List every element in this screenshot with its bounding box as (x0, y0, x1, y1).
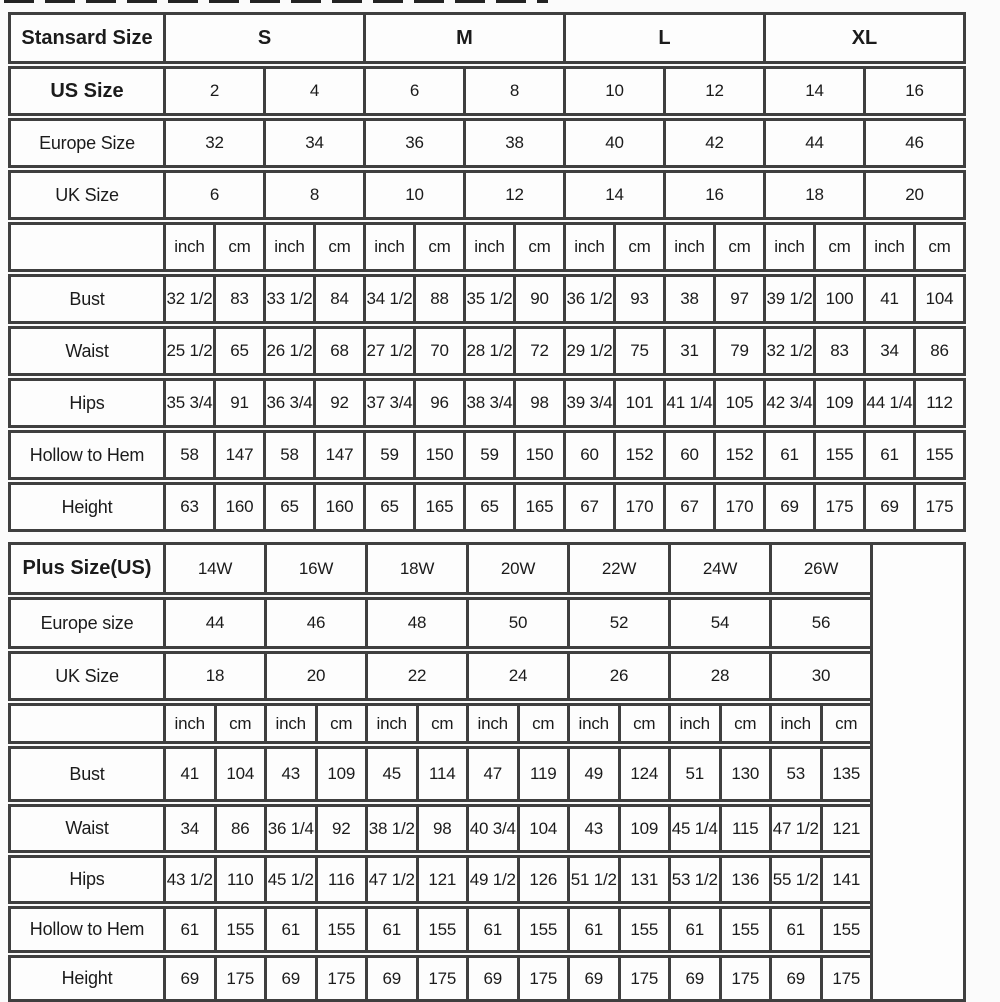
unit-cell: cm (517, 706, 568, 741)
value-cell: 155 (416, 909, 467, 950)
row-label-cell: US Size (50, 79, 124, 102)
unit-cell: inch (264, 706, 315, 741)
value-cell: 65 (263, 485, 313, 529)
value-cell: 155 (813, 433, 863, 477)
value-cell: 83 (813, 329, 863, 373)
row-label-cell: Europe Size (39, 132, 135, 153)
value-cell: 45 (365, 749, 416, 799)
value-cell: 69 (466, 958, 517, 999)
value-cell: 45 1/4 (668, 807, 719, 850)
size-header-cell: S (163, 15, 363, 61)
value-cell: 44 (163, 600, 264, 646)
row-label-cell: Height (61, 968, 113, 988)
unit-cell: inch (463, 225, 513, 269)
row-label-cell: Height (61, 496, 113, 517)
value-cell: 63 (163, 485, 213, 529)
value-cell: 86 (214, 807, 265, 850)
value-cell: 65 (213, 329, 263, 373)
value-cell: 98 (513, 381, 563, 425)
value-cell: 110 (214, 858, 265, 901)
unit-cell: cm (813, 225, 863, 269)
value-cell: 60 (563, 433, 613, 477)
hips-row (8, 855, 873, 904)
value-cell: 39 3/4 (563, 381, 613, 425)
value-cell: 6 (163, 173, 263, 217)
value-cell: 155 (214, 909, 265, 950)
value-cell: 38 1/2 (365, 807, 416, 850)
value-cell: 83 (213, 277, 263, 321)
value-cell: 16 (863, 69, 963, 113)
size-header-cell: M (363, 15, 563, 61)
value-cell: 96 (413, 381, 463, 425)
value-cell: 59 (363, 433, 413, 477)
value-cell: 33 1/2 (263, 277, 313, 321)
value-cell: 155 (618, 909, 669, 950)
plus-size-table (8, 542, 873, 1002)
value-cell: 61 (163, 909, 214, 950)
value-cell: 16 (663, 173, 763, 217)
value-cell: 155 (517, 909, 568, 950)
value-cell: 86 (913, 329, 963, 373)
value-cell: 104 (913, 277, 963, 321)
value-cell: 92 (313, 381, 363, 425)
size-header-cell: XL (763, 15, 963, 61)
europe-size-row (8, 597, 873, 649)
value-cell: 165 (413, 485, 463, 529)
value-cell: 12 (463, 173, 563, 217)
value-cell: 170 (713, 485, 763, 529)
value-cell: 160 (213, 485, 263, 529)
value-cell: 69 (769, 958, 820, 999)
value-cell: 69 (668, 958, 719, 999)
value-cell: 175 (315, 958, 366, 999)
value-cell: 25 1/2 (163, 329, 213, 373)
value-cell: 53 (769, 749, 820, 799)
empty-column-cell (870, 542, 966, 1002)
value-cell: 20 (264, 654, 365, 698)
value-cell: 6 (363, 69, 463, 113)
value-cell: 41 (163, 749, 214, 799)
row-label-cell: Waist (65, 818, 109, 838)
value-cell: 124 (618, 749, 669, 799)
value-cell: 58 (163, 433, 213, 477)
unit-cell: cm (213, 225, 263, 269)
value-cell: 35 3/4 (163, 381, 213, 425)
value-cell: 34 (163, 807, 214, 850)
hollow-to-hem-row (8, 906, 873, 953)
value-cell: 150 (413, 433, 463, 477)
unit-cell: cm (913, 225, 963, 269)
value-cell: 100 (813, 277, 863, 321)
value-cell: 155 (315, 909, 366, 950)
unit-cell: cm (820, 706, 871, 741)
bust-row (8, 746, 873, 802)
value-cell: 28 (668, 654, 769, 698)
value-cell: 165 (513, 485, 563, 529)
hips-row (8, 378, 966, 428)
value-cell: 35 1/2 (463, 277, 513, 321)
value-cell: 36 (363, 121, 463, 165)
value-cell: 34 (263, 121, 363, 165)
value-cell: 24W (668, 545, 769, 592)
value-cell: 47 1/2 (365, 858, 416, 901)
unit-cell: inch (863, 225, 913, 269)
unit-cell: cm (214, 706, 265, 741)
row-label-cell: UK Size (55, 665, 119, 686)
value-cell: 44 1/4 (863, 381, 913, 425)
value-cell: 34 (863, 329, 913, 373)
value-cell: 130 (719, 749, 770, 799)
value-cell: 61 (567, 909, 618, 950)
value-cell: 126 (517, 858, 568, 901)
waist-row (8, 804, 873, 853)
value-cell: 55 1/2 (769, 858, 820, 901)
value-cell: 175 (813, 485, 863, 529)
value-cell: 136 (719, 858, 770, 901)
value-cell: 69 (863, 485, 913, 529)
value-cell: 92 (315, 807, 366, 850)
plus-size-header-row (8, 542, 873, 595)
value-cell: 51 (668, 749, 719, 799)
row-label-cell: Hips (69, 392, 105, 413)
value-cell: 54 (668, 600, 769, 646)
value-cell: 40 3/4 (466, 807, 517, 850)
unit-cell: cm (313, 225, 363, 269)
value-cell: 61 (264, 909, 315, 950)
row-label-cell: Bust (69, 288, 105, 309)
value-cell: 16W (264, 545, 365, 592)
value-cell: 72 (513, 329, 563, 373)
value-cell: 24 (466, 654, 567, 698)
value-cell: 65 (363, 485, 413, 529)
value-cell: 18 (763, 173, 863, 217)
value-cell: 53 1/2 (668, 858, 719, 901)
value-cell: 29 1/2 (563, 329, 613, 373)
unit-cell: cm (315, 706, 366, 741)
corner-empty-cell (11, 225, 163, 269)
value-cell: 170 (613, 485, 663, 529)
value-cell: 65 (463, 485, 513, 529)
units-row (8, 222, 966, 272)
value-cell: 67 (563, 485, 613, 529)
value-cell: 61 (769, 909, 820, 950)
value-cell: 49 (567, 749, 618, 799)
value-cell: 61 (763, 433, 813, 477)
value-cell: 114 (416, 749, 467, 799)
value-cell: 28 1/2 (463, 329, 513, 373)
value-cell: 112 (913, 381, 963, 425)
value-cell: 116 (315, 858, 366, 901)
value-cell: 61 (466, 909, 517, 950)
unit-cell: inch (466, 706, 517, 741)
value-cell: 34 1/2 (363, 277, 413, 321)
value-cell: 109 (618, 807, 669, 850)
row-label-cell: Hips (69, 869, 105, 889)
value-cell: 67 (663, 485, 713, 529)
value-cell: 93 (613, 277, 663, 321)
value-cell: 14 (563, 173, 663, 217)
value-cell: 60 (663, 433, 713, 477)
unit-cell: inch (668, 706, 719, 741)
row-label-cell: UK Size (55, 184, 119, 205)
value-cell: 155 (719, 909, 770, 950)
hollow-to-hem-row (8, 430, 966, 480)
uk-size-row (8, 651, 873, 701)
value-cell: 105 (713, 381, 763, 425)
europe-size-row (8, 118, 966, 168)
value-cell: 31 (663, 329, 713, 373)
value-cell: 52 (567, 600, 668, 646)
value-cell: 14 (763, 69, 863, 113)
value-cell: 51 1/2 (567, 858, 618, 901)
row-label-cell: Bust (69, 763, 105, 784)
value-cell: 18W (365, 545, 466, 592)
waist-row (8, 326, 966, 376)
row-label-cell: Hollow to Hem (29, 919, 145, 939)
value-cell: 155 (820, 909, 871, 950)
unit-cell: inch (769, 706, 820, 741)
value-cell: 175 (719, 958, 770, 999)
value-cell: 36 1/4 (264, 807, 315, 850)
value-cell: 70 (413, 329, 463, 373)
unit-cell: cm (513, 225, 563, 269)
unit-cell: inch (163, 706, 214, 741)
value-cell: 91 (213, 381, 263, 425)
value-cell: 175 (517, 958, 568, 999)
value-cell: 22 (365, 654, 466, 698)
value-cell: 50 (466, 600, 567, 646)
value-cell: 59 (463, 433, 513, 477)
value-cell: 38 (463, 121, 563, 165)
unit-cell: inch (567, 706, 618, 741)
value-cell: 22W (567, 545, 668, 592)
value-cell: 152 (713, 433, 763, 477)
unit-cell: inch (263, 225, 313, 269)
value-cell: 69 (365, 958, 416, 999)
value-cell: 119 (517, 749, 568, 799)
value-cell: 26 (567, 654, 668, 698)
value-cell: 131 (618, 858, 669, 901)
value-cell: 69 (763, 485, 813, 529)
value-cell: 101 (613, 381, 663, 425)
value-cell: 84 (313, 277, 363, 321)
row-label-cell: Stansard Size (21, 26, 153, 49)
value-cell: 2 (163, 69, 263, 113)
cropped-text-remnant (4, 0, 548, 3)
value-cell: 88 (413, 277, 463, 321)
value-cell: 38 3/4 (463, 381, 513, 425)
value-cell: 41 (863, 277, 913, 321)
value-cell: 39 1/2 (763, 277, 813, 321)
value-cell: 4 (263, 69, 363, 113)
value-cell: 10 (563, 69, 663, 113)
height-row (8, 955, 873, 1002)
value-cell: 90 (513, 277, 563, 321)
value-cell: 8 (263, 173, 363, 217)
value-cell: 175 (913, 485, 963, 529)
value-cell: 97 (713, 277, 763, 321)
value-cell: 152 (613, 433, 663, 477)
value-cell: 10 (363, 173, 463, 217)
unit-cell: inch (365, 706, 416, 741)
value-cell: 27 1/2 (363, 329, 413, 373)
value-cell: 45 1/2 (264, 858, 315, 901)
value-cell: 121 (416, 858, 467, 901)
value-cell: 175 (416, 958, 467, 999)
units-row (8, 703, 873, 744)
value-cell: 104 (214, 749, 265, 799)
value-cell: 30 (769, 654, 870, 698)
value-cell: 32 (163, 121, 263, 165)
standard-size-header-row (8, 12, 966, 64)
value-cell: 147 (213, 433, 263, 477)
value-cell: 43 1/2 (163, 858, 214, 901)
row-label-cell: Waist (65, 340, 109, 361)
value-cell: 8 (463, 69, 563, 113)
value-cell: 48 (365, 600, 466, 646)
value-cell: 40 (563, 121, 663, 165)
value-cell: 32 1/2 (763, 329, 813, 373)
value-cell: 69 (264, 958, 315, 999)
value-cell: 56 (769, 600, 870, 646)
value-cell: 43 (567, 807, 618, 850)
value-cell: 20 (863, 173, 963, 217)
value-cell: 47 1/2 (769, 807, 820, 850)
value-cell: 37 3/4 (363, 381, 413, 425)
unit-cell: inch (763, 225, 813, 269)
row-label-cell: Hollow to Hem (29, 444, 145, 465)
value-cell: 115 (719, 807, 770, 850)
value-cell: 75 (613, 329, 663, 373)
value-cell: 36 3/4 (263, 381, 313, 425)
unit-cell: inch (363, 225, 413, 269)
value-cell: 104 (517, 807, 568, 850)
value-cell: 141 (820, 858, 871, 901)
value-cell: 38 (663, 277, 713, 321)
value-cell: 36 1/2 (563, 277, 613, 321)
height-row (8, 482, 966, 532)
value-cell: 175 (820, 958, 871, 999)
value-cell: 175 (214, 958, 265, 999)
unit-cell: inch (563, 225, 613, 269)
value-cell: 135 (820, 749, 871, 799)
bust-row (8, 274, 966, 324)
value-cell: 61 (668, 909, 719, 950)
value-cell: 46 (264, 600, 365, 646)
value-cell: 42 3/4 (763, 381, 813, 425)
value-cell: 26W (769, 545, 870, 592)
value-cell: 58 (263, 433, 313, 477)
unit-cell: cm (618, 706, 669, 741)
value-cell: 109 (315, 749, 366, 799)
value-cell: 43 (264, 749, 315, 799)
unit-cell: cm (613, 225, 663, 269)
value-cell: 20W (466, 545, 567, 592)
value-cell: 61 (863, 433, 913, 477)
value-cell: 12 (663, 69, 763, 113)
value-cell: 121 (820, 807, 871, 850)
value-cell: 46 (863, 121, 963, 165)
unit-cell: inch (663, 225, 713, 269)
value-cell: 18 (163, 654, 264, 698)
row-label-cell: Plus Size(US) (22, 557, 152, 579)
value-cell: 160 (313, 485, 363, 529)
row-label-cell: Europe size (40, 612, 134, 633)
value-cell: 47 (466, 749, 517, 799)
value-cell: 147 (313, 433, 363, 477)
unit-cell: inch (163, 225, 213, 269)
value-cell: 26 1/2 (263, 329, 313, 373)
value-cell: 175 (618, 958, 669, 999)
corner-empty-cell (11, 706, 163, 741)
value-cell: 79 (713, 329, 763, 373)
value-cell: 49 1/2 (466, 858, 517, 901)
unit-cell: cm (713, 225, 763, 269)
value-cell: 32 1/2 (163, 277, 213, 321)
value-cell: 155 (913, 433, 963, 477)
us-size-row (8, 66, 966, 116)
value-cell: 69 (567, 958, 618, 999)
value-cell: 150 (513, 433, 563, 477)
value-cell: 44 (763, 121, 863, 165)
value-cell: 98 (416, 807, 467, 850)
value-cell: 42 (663, 121, 763, 165)
uk-size-row (8, 170, 966, 220)
value-cell: 69 (163, 958, 214, 999)
value-cell: 61 (365, 909, 416, 950)
unit-cell: cm (719, 706, 770, 741)
standard-size-table (8, 12, 966, 532)
value-cell: 68 (313, 329, 363, 373)
value-cell: 109 (813, 381, 863, 425)
size-header-cell: L (563, 15, 763, 61)
unit-cell: cm (413, 225, 463, 269)
value-cell: 14W (163, 545, 264, 592)
value-cell: 41 1/4 (663, 381, 713, 425)
unit-cell: cm (416, 706, 467, 741)
